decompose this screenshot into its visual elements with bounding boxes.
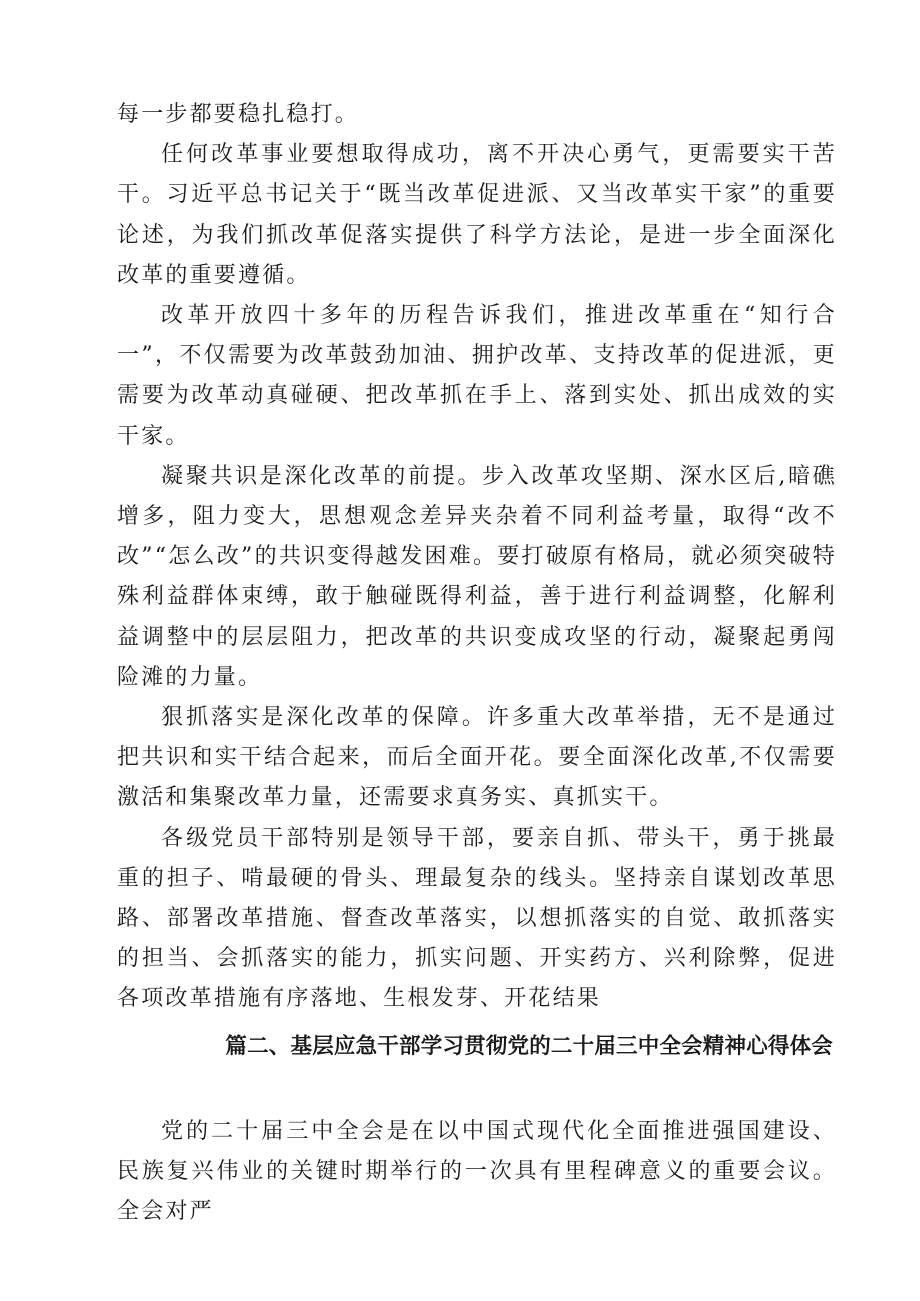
section-title: 篇二、基层应急干部学习贯彻党的二十届三中全会精神心得体会 [225,1033,833,1059]
paragraph: 改革开放四十多年的历程告诉我们，推进改革重在“知行合一”，不仅需要为改革鼓劲加油、拥护改革、支持改革的促进派，更需要为改革动真碰硬、把改革抓在手上、落到实处、抓出成效的实干家。 [117,303,837,449]
document-page [117,95,837,1232]
paragraph: 党的二十届三中全会是在以中国式现代化全面推进强国建设、民族复兴伟业的关键时期举行的一次具有里程碑意义的重要会议。全会对严 [117,1118,837,1225]
paragraph: 狠抓落实是深化改革的保障。许多重大改革举措，无不是通过把共识和实干结合起来，而后全面开花。要全面深化改革,不仅需要激活和集聚改革力量，还需要求真务实、真抓实干。 [117,705,837,811]
paragraph: 任何改革事业要想取得成功，离不开决心勇气，更需要实干苦干。习近平总书记关于“既当改革促进派、又当改革实干家”的重要论述，为我们抓改革促落实提供了科学方法论，是进一步全面深化改革的重要遵循。 [117,142,837,288]
paragraph: 各级党员干部特别是领导干部，要亲自抓、带头干，勇于挑最重的担子、啃最硬的骨头、理最复杂的线头。坚持亲自谋划改革思路、部署改革措施、督查改革落实，以想抓落实的自觉、敢抓落实的担当、会抓落实的能力，抓实问题、开实药方、兴利除弊，促进各项改革措施有序落地、生根发芽、开花结果 [117,825,837,1012]
paragraph: 每一步都要稳扎稳打。 [117,102,360,127]
paragraph: 凝聚共识是深化改革的前提。步入改革攻坚期、深水区后,暗礁增多，阻力变大，思想观念差异夹杂着不同利益考量，取得“改不改”“怎么改”的共识变得越发困难。要打破原有格局，就必须突破特殊利益群体束缚，敢于触碰既得利益，善于进行利益调整，化解利益调整中的层层阻力，把改革的共识变成攻坚的行动，凝聚起勇闯险滩的力量。 [117,463,837,690]
